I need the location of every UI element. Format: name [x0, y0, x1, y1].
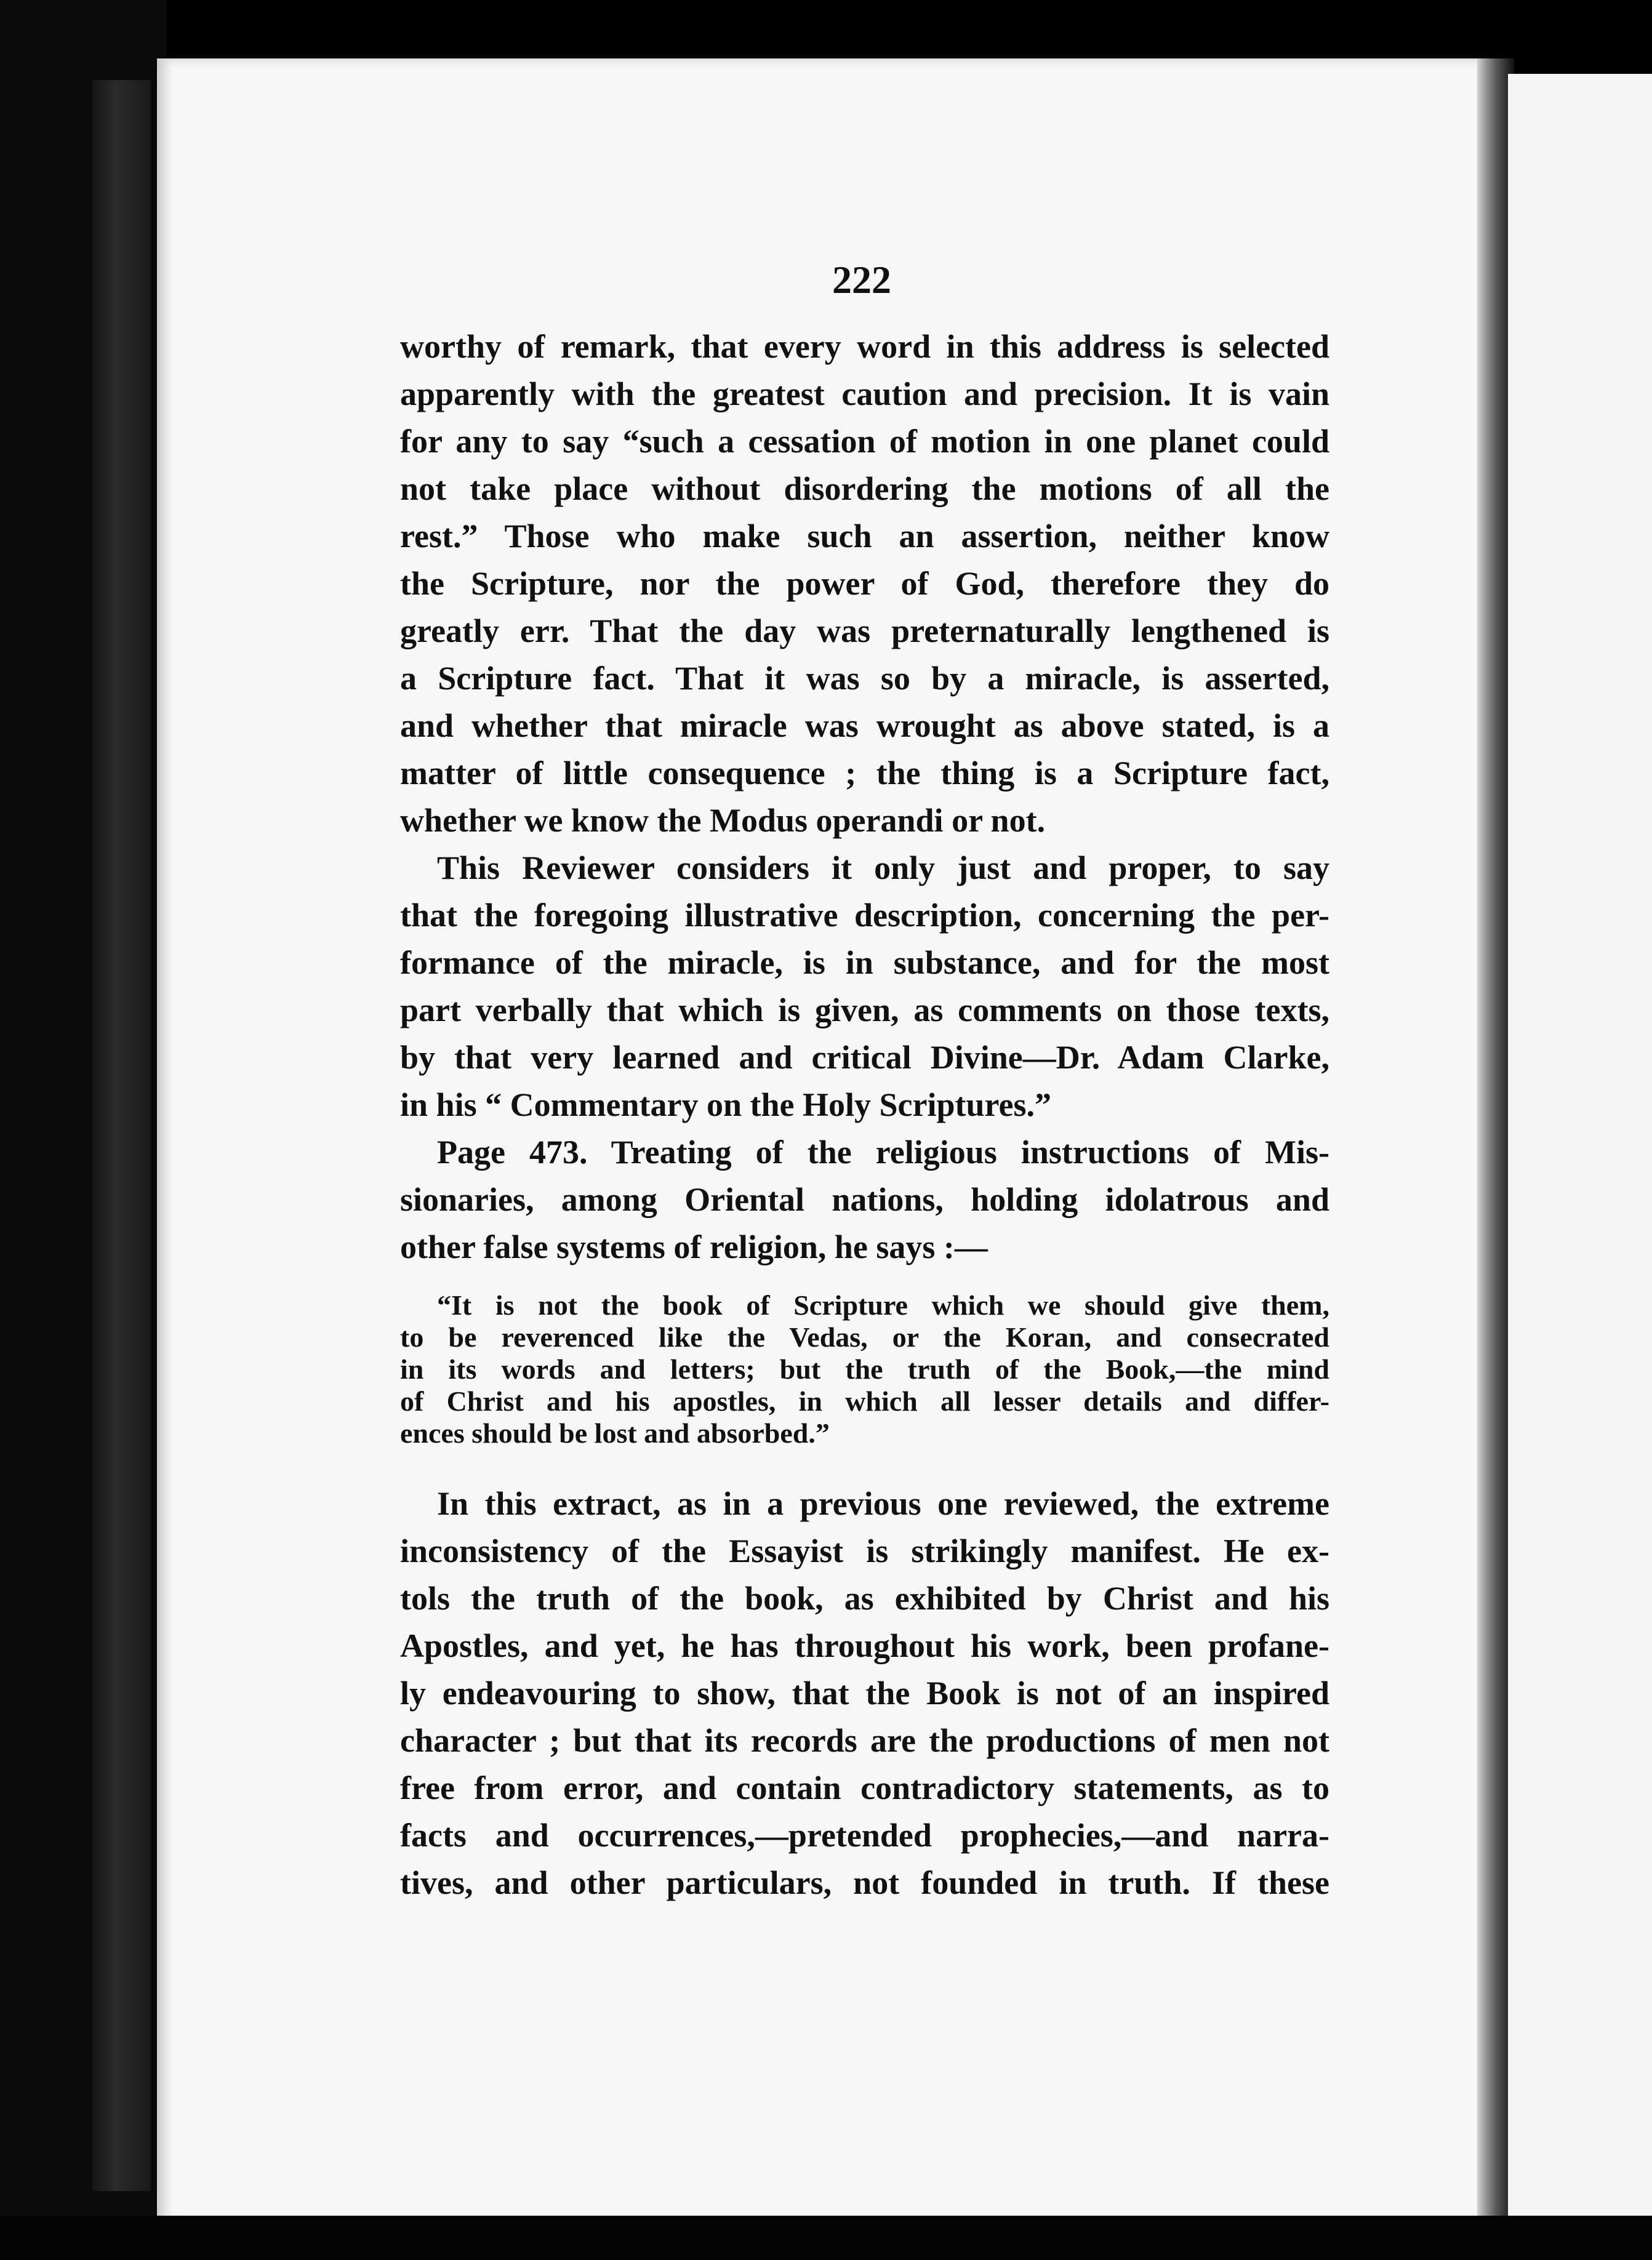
text-line: other false systems of religion, he says :—	[400, 1228, 988, 1265]
text-line: that the foregoing illustrative description, concerning the per-	[400, 897, 1329, 934]
quote-line: “It is not the book of Scripture which we should give them,	[437, 1289, 1329, 1321]
text-line: rest.” Those who make such an assertion, neither know	[400, 518, 1329, 555]
text-line: for any to say “such a cessation of motion in one planet could	[400, 423, 1329, 460]
spacer	[400, 1449, 1329, 1480]
text-line: character ; but that its records are the productions of men not	[400, 1722, 1329, 1759]
block-quote	[400, 1289, 1329, 1449]
page-number: 222	[832, 258, 891, 302]
text-line: In this extract, as in a previous one reviewed, the extreme	[437, 1485, 1329, 1522]
text-line: apparently with the greatest caution and precision. It is vain	[400, 375, 1329, 412]
text-line: facts and occurrences,—pretended prophecies,—and narra-	[400, 1817, 1329, 1854]
text-line: free from error, and contain contradictory statements, as to	[400, 1769, 1329, 1806]
paragraph	[400, 1129, 1329, 1271]
paragraph	[400, 1480, 1329, 1907]
spacer	[400, 1271, 1329, 1289]
text-line: inconsistency of the Essayist is strikingly manifest. He ex-	[400, 1533, 1329, 1569]
text-line: tives, and other particulars, not founded in truth. If these	[400, 1864, 1329, 1901]
quote-line: in its words and letters; but the truth of the Book,—the mind	[400, 1353, 1329, 1385]
text-line: This Reviewer considers it only just and proper, to say	[437, 849, 1329, 886]
text-line: the Scripture, nor the power of God, therefore they do	[400, 565, 1329, 602]
paragraph	[400, 844, 1329, 1129]
text-line: Apostles, and yet, he has throughout his work, been profane-	[400, 1627, 1329, 1664]
paragraph	[400, 323, 1329, 844]
text-line: sionaries, among Oriental nations, holding idolatrous and	[400, 1181, 1329, 1218]
text-line: whether we know the Modus operandi or not.	[400, 802, 1046, 839]
text-line: greatly err. That the day was preternaturally lengthened is	[400, 612, 1329, 649]
text-line: ly endeavouring to show, that the Book is not of an inspired	[400, 1675, 1329, 1712]
scan-bottom-border	[0, 2216, 1652, 2260]
text-line: a Scripture fact. That it was so by a miracle, is asserted,	[400, 660, 1329, 697]
text-line: part verbally that which is given, as comments on those texts,	[400, 992, 1329, 1028]
text-line: formance of the miracle, is in substance, and for the most	[400, 944, 1329, 981]
text-line: not take place without disordering the motions of all the	[400, 470, 1329, 507]
text-line: matter of little consequence ; the thing is a Scripture fact,	[400, 755, 1329, 791]
text-line: worthy of remark, that every word in this address is selected	[400, 328, 1329, 365]
text-line: tols the truth of the book, as exhibited by Christ and his	[400, 1580, 1329, 1617]
text-line: and whether that miracle was wrought as above stated, is a	[400, 707, 1329, 744]
quote-line: of Christ and his apostles, in which all lesser details and differ-	[400, 1385, 1329, 1417]
page-text	[400, 323, 1329, 1907]
text-line: by that very learned and critical Divine—Dr. Adam Clarke,	[400, 1039, 1329, 1076]
quote-line: ences should be lost and absorbed.”	[400, 1417, 830, 1449]
text-line: in his “ Commentary on the Holy Scriptures.”	[400, 1086, 1052, 1123]
text-line: Page 473. Treating of the religious instructions of Mis-	[437, 1134, 1329, 1171]
quote-line: to be reverenced like the Vedas, or the Koran, and consecrated	[400, 1321, 1329, 1353]
adjacent-page-edge	[1508, 74, 1652, 2228]
book-binding-edge	[92, 80, 151, 2191]
